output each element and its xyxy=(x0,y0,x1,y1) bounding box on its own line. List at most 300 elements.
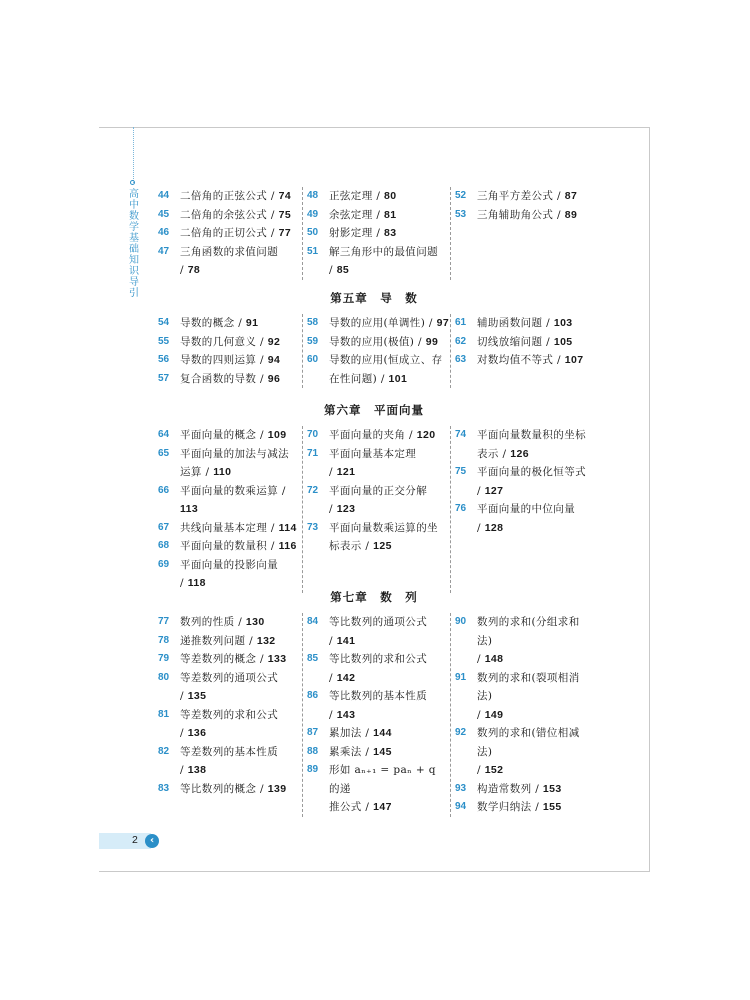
entry-page: 78 xyxy=(187,264,201,276)
entry-page: 143 xyxy=(336,708,356,721)
entry-text: 射影定理 / xyxy=(329,227,385,239)
entry-continuation xyxy=(307,463,450,482)
entry-title xyxy=(329,519,450,538)
entry-text: / xyxy=(180,727,188,739)
entry-number: 64 xyxy=(158,429,170,440)
entry-text: 等差数列的概念 / xyxy=(180,653,268,665)
toc-entry[interactable] xyxy=(455,613,594,650)
entry-text: 平面向量的概念 / xyxy=(180,429,268,441)
entry-title xyxy=(329,613,450,632)
toc-column xyxy=(302,314,450,388)
entry-page: 145 xyxy=(373,745,392,758)
entry-continuation xyxy=(158,724,302,743)
entry-text: 平面向量的正交分解 xyxy=(329,484,428,497)
entry-number: 93 xyxy=(455,782,467,794)
entry-number: 46 xyxy=(158,227,170,238)
entry-number: 89 xyxy=(307,764,319,775)
toc-entry[interactable] xyxy=(307,519,450,538)
entry-page: 94 xyxy=(267,354,281,366)
entry-text: 导数的概念 / xyxy=(180,317,246,329)
entry-page: 148 xyxy=(484,653,504,665)
entry-continuation xyxy=(307,537,450,556)
toc-entry[interactable] xyxy=(307,187,450,206)
entry-page: 118 xyxy=(187,577,206,589)
entry-title xyxy=(329,761,450,798)
entry-text: / xyxy=(329,466,337,478)
entry-page: 81 xyxy=(384,208,397,221)
toc-column xyxy=(450,314,594,388)
entry-page: 113 xyxy=(180,503,199,515)
entry-number: 50 xyxy=(307,227,319,238)
entry-page: 125 xyxy=(373,540,392,552)
entry-title xyxy=(329,314,450,333)
entry-text: 二倍角的余弦公式 / xyxy=(180,208,279,221)
entry-number: 83 xyxy=(158,782,170,794)
entry-text: / xyxy=(329,503,337,515)
entry-text: 等差数列的基本性质 xyxy=(180,745,279,758)
entry-number: 91 xyxy=(455,671,467,683)
toc-column xyxy=(302,187,450,280)
toc-entry[interactable] xyxy=(158,333,302,352)
entry-title xyxy=(477,314,594,333)
toc-entry[interactable] xyxy=(158,669,302,688)
entry-page: 75 xyxy=(278,208,292,221)
entry-continuation xyxy=(158,761,302,780)
entry-text: 三角平方差公式 / xyxy=(477,190,565,202)
entry-title xyxy=(180,370,302,389)
toc-entry[interactable] xyxy=(455,780,594,799)
entry-number: 76 xyxy=(455,503,467,514)
entry-title xyxy=(477,500,594,519)
entry-number: 78 xyxy=(158,634,170,646)
toc-entry[interactable] xyxy=(158,780,302,799)
entry-page: 149 xyxy=(484,708,504,721)
entry-number: 60 xyxy=(307,354,319,365)
entry-page: 80 xyxy=(384,190,397,202)
entry-title xyxy=(329,224,450,243)
toc-entry[interactable] xyxy=(307,687,450,706)
entry-text: / xyxy=(329,708,337,721)
entry-continuation xyxy=(307,500,450,519)
entry-title xyxy=(477,669,594,706)
entry-title xyxy=(329,187,450,206)
entry-page: 77 xyxy=(278,227,292,239)
entry-title xyxy=(180,650,302,669)
toc-column xyxy=(450,613,594,817)
toc-entry[interactable] xyxy=(307,743,450,762)
entry-page: 147 xyxy=(373,801,392,813)
entry-page: 91 xyxy=(245,317,259,329)
toc-entry[interactable] xyxy=(455,206,594,225)
entry-page: 123 xyxy=(336,503,356,515)
entry-title xyxy=(180,743,302,762)
side-ring-marker xyxy=(130,180,135,185)
entry-title xyxy=(180,224,302,243)
toc-section-ch6 xyxy=(154,426,594,593)
entry-number: 49 xyxy=(307,208,319,220)
entry-title xyxy=(180,519,302,538)
entry-number: 94 xyxy=(455,801,467,812)
entry-number: 53 xyxy=(455,208,467,220)
entry-text: 平面向量数量积的坐标 xyxy=(477,429,586,441)
entry-title xyxy=(477,351,594,370)
entry-number: 59 xyxy=(307,335,319,347)
entry-page: 99 xyxy=(425,335,439,348)
toc-entry[interactable] xyxy=(158,206,302,225)
entry-text: 标表示 / xyxy=(329,540,374,552)
entry-page: 105 xyxy=(553,335,573,348)
entry-text: / xyxy=(477,653,485,665)
entry-text: 对数均值不等式 / xyxy=(477,354,565,366)
entry-text: / xyxy=(180,264,188,276)
entry-title xyxy=(180,537,302,556)
entry-page: 155 xyxy=(542,801,562,813)
toc-entry[interactable] xyxy=(455,351,594,370)
entry-title xyxy=(477,206,594,225)
entry-title xyxy=(180,669,302,688)
entry-page: 135 xyxy=(187,690,207,702)
entry-page: 87 xyxy=(564,190,578,202)
entry-title xyxy=(329,206,450,225)
entry-page: 132 xyxy=(256,634,276,647)
entry-text: 复合函数的导数 / xyxy=(180,372,268,385)
toc-entry[interactable] xyxy=(307,482,450,501)
page-number: 2 xyxy=(132,834,138,846)
toc-entry[interactable] xyxy=(307,224,450,243)
entry-continuation xyxy=(455,519,594,538)
entry-page: 138 xyxy=(187,764,207,776)
toc-entry[interactable] xyxy=(455,669,594,706)
entry-text: 运算 / xyxy=(180,466,214,478)
entry-title xyxy=(329,351,450,370)
toc-entry[interactable] xyxy=(307,333,450,352)
entry-text: 等差数列的求和公式 xyxy=(180,708,279,721)
entry-text: 递推数列问题 / xyxy=(180,634,257,647)
entry-number: 48 xyxy=(307,190,319,201)
entry-page: 128 xyxy=(484,521,504,534)
entry-page: 139 xyxy=(267,782,287,795)
toc-entry[interactable] xyxy=(455,314,594,333)
entry-number: 52 xyxy=(455,190,467,201)
entry-title xyxy=(180,706,302,725)
entry-title xyxy=(329,426,450,445)
entry-text: 数列的性质 / xyxy=(180,616,246,628)
toc-entry[interactable] xyxy=(158,743,302,762)
entry-text: 数列的求和(错位相减法) xyxy=(477,727,580,758)
side-running-title: 高中数学基础知识导引 xyxy=(129,189,139,299)
entry-title xyxy=(329,333,450,352)
toc-entry[interactable] xyxy=(158,613,302,632)
entry-text: 在性问题) / xyxy=(329,372,389,385)
entry-number: 82 xyxy=(158,745,170,757)
entry-title xyxy=(180,206,302,225)
toc-entry[interactable] xyxy=(307,351,450,370)
entry-number: 55 xyxy=(158,335,170,347)
entry-page: 96 xyxy=(267,372,281,385)
entry-number: 74 xyxy=(455,429,467,440)
entry-page: 142 xyxy=(336,671,356,684)
entry-title xyxy=(180,426,302,445)
entry-title xyxy=(477,798,594,817)
entry-continuation xyxy=(455,482,594,501)
entry-number: 92 xyxy=(455,727,467,738)
entry-continuation xyxy=(455,445,594,464)
entry-page: 152 xyxy=(484,764,504,776)
toc-entry[interactable] xyxy=(158,650,302,669)
entry-text: 等比数列的概念 / xyxy=(180,782,268,795)
toc-entry[interactable] xyxy=(158,187,302,206)
entry-title xyxy=(180,482,302,519)
entry-title xyxy=(180,187,302,206)
entry-continuation xyxy=(455,761,594,780)
entry-title xyxy=(180,243,302,262)
entry-continuation xyxy=(158,261,302,280)
entry-page: 101 xyxy=(388,372,408,385)
entry-number: 71 xyxy=(307,447,319,459)
entry-number: 77 xyxy=(158,616,170,627)
entry-page: 74 xyxy=(278,190,292,202)
entry-number: 75 xyxy=(455,466,467,477)
toc-entry[interactable] xyxy=(455,333,594,352)
entry-number: 88 xyxy=(307,745,319,757)
entry-text: 平面向量的极化恒等式 xyxy=(477,466,586,478)
entry-page: 121 xyxy=(336,466,356,478)
entry-page: 85 xyxy=(336,264,350,276)
toc-entry[interactable] xyxy=(307,206,450,225)
entry-text: 数学归纳法 / xyxy=(477,801,543,813)
entry-number: 58 xyxy=(307,317,319,328)
chapter-5-heading: 第五章 导 数 xyxy=(330,291,418,305)
entry-text: 累乘法 / xyxy=(329,745,374,758)
toc-column xyxy=(154,314,302,388)
entry-text: / xyxy=(329,634,337,647)
toc-entry[interactable] xyxy=(158,706,302,725)
entry-title xyxy=(329,445,450,464)
entry-page: 126 xyxy=(510,447,529,460)
toc-entry[interactable] xyxy=(158,482,302,519)
toc-entry[interactable] xyxy=(455,500,594,519)
entry-title xyxy=(180,445,302,464)
entry-title xyxy=(477,463,594,482)
entry-title xyxy=(329,687,450,706)
entry-title xyxy=(329,482,450,501)
entry-number: 56 xyxy=(158,354,170,365)
toc-column xyxy=(154,426,302,593)
entry-text: 平面向量的加法与减法 xyxy=(180,447,289,460)
entry-continuation xyxy=(455,650,594,669)
entry-text: / xyxy=(477,521,485,534)
side-dotted-rule xyxy=(133,127,134,183)
entry-text: 二倍角的正切公式 / xyxy=(180,227,279,239)
entry-number: 63 xyxy=(455,354,467,365)
toc-entry[interactable] xyxy=(158,243,302,262)
entry-text: 三角辅助角公式 / xyxy=(477,208,565,221)
toc-entry[interactable] xyxy=(307,445,450,464)
toc-entry[interactable] xyxy=(307,314,450,333)
entry-page: 97 xyxy=(436,317,450,329)
toc-column xyxy=(154,187,302,280)
toc-entry[interactable] xyxy=(455,463,594,482)
entry-title xyxy=(180,780,302,799)
toc-section-ch5 xyxy=(154,314,594,388)
entry-page: 133 xyxy=(267,653,287,665)
entry-number: 85 xyxy=(307,653,319,664)
entry-page: 153 xyxy=(542,782,562,795)
entry-text: 平面向量的夹角 / xyxy=(329,429,417,441)
entry-continuation xyxy=(158,687,302,706)
entry-number: 87 xyxy=(307,727,319,738)
toc-entry[interactable] xyxy=(158,632,302,651)
entry-text: 解三角形中的最值问题 xyxy=(329,245,438,258)
entry-text: 辅助函数问题 / xyxy=(477,317,554,329)
toc-entry[interactable] xyxy=(158,426,302,445)
entry-page: 103 xyxy=(553,317,573,329)
entry-number: 69 xyxy=(158,558,170,570)
toc-entry[interactable] xyxy=(307,613,450,632)
entry-number: 61 xyxy=(455,317,467,328)
entry-title xyxy=(180,333,302,352)
entry-number: 51 xyxy=(307,245,319,257)
entry-title xyxy=(329,650,450,669)
entry-text: 共线向量基本定理 / xyxy=(180,521,279,534)
toc-entry[interactable] xyxy=(158,445,302,464)
entry-text: 构造常数列 / xyxy=(477,782,543,795)
entry-text: 平面向量数乘运算的坐 xyxy=(329,521,438,534)
entry-text: / xyxy=(477,484,485,497)
toc-section-top xyxy=(154,187,594,280)
entry-text: 形如 aₙ₊₁ = paₙ + q 的递 xyxy=(329,764,436,795)
entry-number: 62 xyxy=(455,335,467,347)
entry-title xyxy=(477,780,594,799)
entry-page: 130 xyxy=(245,616,265,628)
toc-entry[interactable] xyxy=(455,426,594,445)
entry-page: 114 xyxy=(278,521,297,534)
toc-entry[interactable] xyxy=(455,724,594,761)
entry-text: 导数的应用(极值) / xyxy=(329,335,426,348)
toc-entry[interactable] xyxy=(158,351,302,370)
entry-number: 68 xyxy=(158,540,170,551)
entry-text: 表示 / xyxy=(477,447,511,460)
entry-number: 90 xyxy=(455,616,467,627)
toc-entry[interactable] xyxy=(158,314,302,333)
entry-title xyxy=(477,426,594,445)
toc-entry[interactable] xyxy=(307,243,450,262)
entry-title xyxy=(329,243,450,262)
toc-column xyxy=(154,613,302,817)
toc-column xyxy=(302,613,450,817)
entry-text: / xyxy=(180,690,188,702)
entry-title xyxy=(329,724,450,743)
entry-text: 二倍角的正弦公式 / xyxy=(180,190,279,202)
toc-entry[interactable] xyxy=(307,426,450,445)
entry-number: 81 xyxy=(158,708,170,720)
entry-text: 等差数列的通项公式 xyxy=(180,671,279,684)
chapter-6-heading: 第六章 平面向量 xyxy=(324,403,424,417)
entry-number: 86 xyxy=(307,690,319,701)
toc-entry[interactable] xyxy=(455,187,594,206)
entry-title xyxy=(180,314,302,333)
entry-page: 136 xyxy=(187,727,207,739)
toc-entry[interactable] xyxy=(158,519,302,538)
entry-text: 三角函数的求值问题 xyxy=(180,245,279,258)
entry-continuation xyxy=(307,632,450,651)
toc-entry[interactable] xyxy=(455,798,594,817)
toc-entry[interactable] xyxy=(307,761,450,798)
entry-number: 45 xyxy=(158,208,170,220)
entry-page: 83 xyxy=(384,227,397,239)
toc-entry[interactable] xyxy=(158,224,302,243)
entry-text: / xyxy=(477,764,485,776)
entry-text: 平面向量的投影向量 xyxy=(180,558,279,571)
entry-number: 44 xyxy=(158,190,170,201)
entry-number: 79 xyxy=(158,653,170,664)
entry-title xyxy=(180,613,302,632)
entry-title xyxy=(180,351,302,370)
entry-number: 72 xyxy=(307,484,319,496)
entry-page: 141 xyxy=(336,634,356,647)
entry-continuation xyxy=(307,261,450,280)
entry-title xyxy=(477,613,594,650)
entry-number: 67 xyxy=(158,521,170,533)
entry-continuation xyxy=(158,463,302,482)
entry-text: / xyxy=(477,708,485,721)
entry-continuation xyxy=(307,370,450,389)
entry-title xyxy=(477,187,594,206)
entry-page: 92 xyxy=(267,335,281,348)
entry-text: 导数的几何意义 / xyxy=(180,335,268,348)
toc-column xyxy=(302,426,450,593)
entry-text: 等比数列的基本性质 xyxy=(329,690,428,702)
entry-number: 70 xyxy=(307,429,319,440)
entry-page: 120 xyxy=(416,429,436,441)
toc-entry[interactable] xyxy=(158,537,302,556)
entry-text: 推公式 / xyxy=(329,801,374,813)
entry-number: 84 xyxy=(307,616,319,627)
entry-title xyxy=(477,333,594,352)
entry-page: 107 xyxy=(564,354,584,366)
entry-text: / xyxy=(329,264,337,276)
footer-bar xyxy=(99,833,151,849)
entry-text: 等比数列的通项公式 xyxy=(329,616,428,628)
entry-text: 导数的四则运算 / xyxy=(180,354,268,366)
entry-text: 正弦定理 / xyxy=(329,190,385,202)
chevron-left-icon[interactable]: ‹ xyxy=(145,834,159,848)
toc-entry[interactable] xyxy=(158,556,302,575)
entry-text: 数列的求和(裂项相消法) xyxy=(477,671,580,702)
entry-title xyxy=(180,632,302,651)
toc-entry[interactable] xyxy=(307,724,450,743)
entry-text: 累加法 / xyxy=(329,727,374,739)
entry-number: 66 xyxy=(158,484,170,496)
entry-continuation xyxy=(307,706,450,725)
entry-number: 57 xyxy=(158,372,170,384)
entry-number: 73 xyxy=(307,521,319,533)
entry-number: 47 xyxy=(158,245,170,257)
entry-text: 平面向量的中位向量 xyxy=(477,503,576,515)
entry-text: / xyxy=(329,671,337,684)
entry-continuation xyxy=(307,669,450,688)
entry-number: 65 xyxy=(158,447,170,459)
entry-text: 平面向量的数量积 / xyxy=(180,540,279,552)
toc-column xyxy=(450,187,594,280)
entry-continuation xyxy=(455,706,594,725)
entry-text: 平面向量的数乘运算 / xyxy=(180,484,286,497)
entry-title xyxy=(329,743,450,762)
toc-entry[interactable] xyxy=(307,650,450,669)
entry-text: 导数的应用(恒成立、存 xyxy=(329,354,443,366)
toc-entry[interactable] xyxy=(158,370,302,389)
entry-page: 109 xyxy=(267,429,287,441)
